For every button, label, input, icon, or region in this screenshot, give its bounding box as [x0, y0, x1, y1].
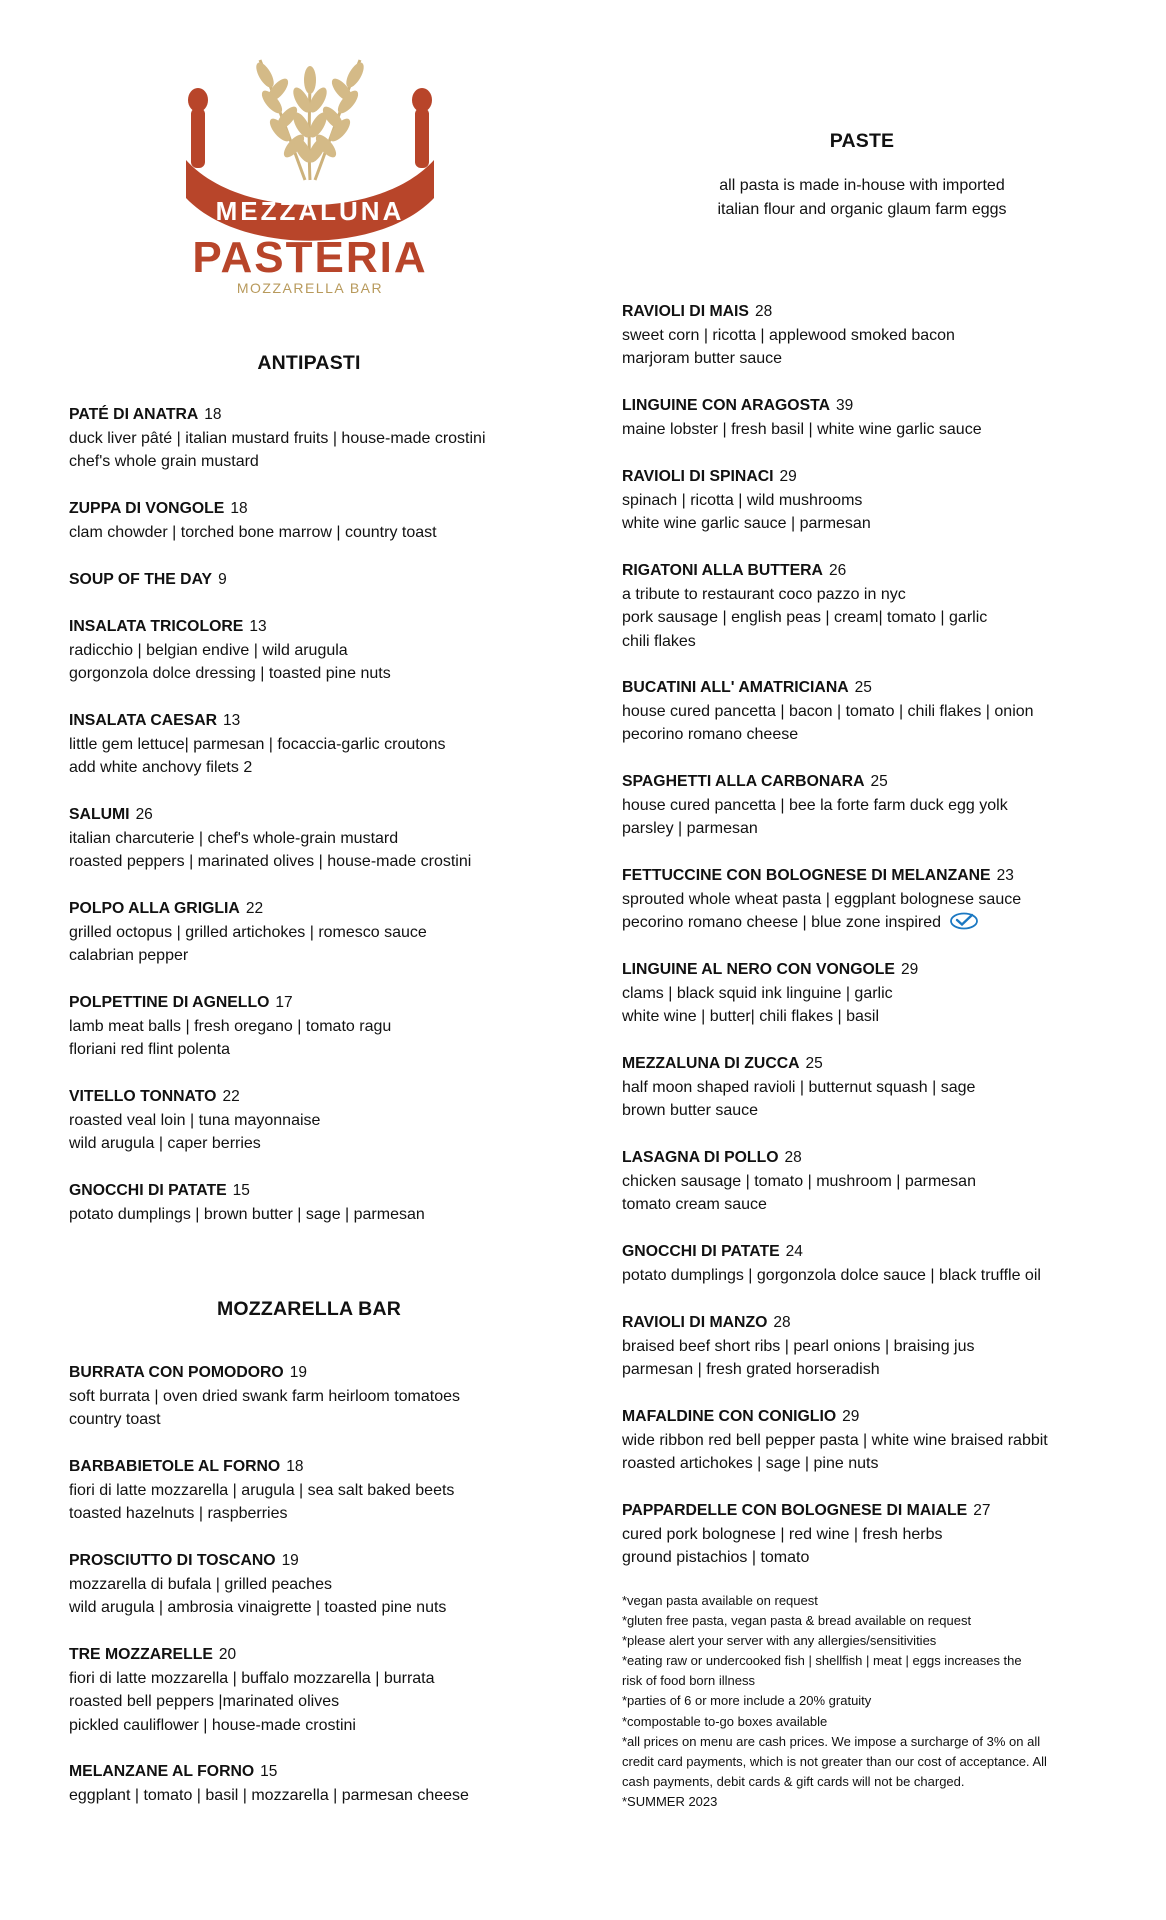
menu-item-description-text: chef's whole grain mustard — [69, 453, 259, 470]
menu-item-name: PROSCIUTTO DI TOSCANO — [69, 1552, 276, 1569]
menu-item-description-text: sweet corn | ricotta | applewood smoked bacon — [622, 326, 955, 344]
logo-line3: MOZZARELLA BAR — [236, 280, 384, 296]
menu-item-description — [69, 850, 471, 874]
menu-item-header — [69, 1361, 460, 1385]
footnotes — [622, 1591, 1122, 1812]
menu-item-description — [622, 1546, 990, 1570]
menu-item-price: 24 — [785, 1243, 803, 1260]
footnote-line: *vegan pasta available on request — [622, 1593, 818, 1608]
menu-item-description — [622, 817, 1008, 841]
menu-item-description-text: a tribute to restaurant coco pazzo in nyc — [622, 585, 906, 603]
menu-item-description — [622, 630, 987, 654]
menu-item-description-text: chili flakes — [622, 632, 696, 650]
menu-item-price: 22 — [222, 1088, 240, 1105]
menu-item-description — [69, 1109, 320, 1133]
menu-item-description — [622, 1429, 1048, 1453]
footnote-line: *parties of 6 or more include a 20% gratuity — [622, 1693, 872, 1709]
menu-item-tre-mozzarelle — [69, 1643, 435, 1737]
menu-item-description — [622, 606, 987, 630]
menu-item-polpo-alla-griglia — [69, 897, 427, 968]
menu-item-name: LINGUINE AL NERO CON VONGOLE — [622, 961, 895, 978]
menu-item-zuppa-di-vongole — [69, 497, 437, 544]
menu-item-description — [622, 1076, 975, 1100]
menu-item-description — [622, 911, 1021, 935]
menu-item-description — [622, 418, 982, 442]
menu-item-header — [622, 958, 918, 982]
menu-item-description-text: white wine garlic sauce | parmesan — [622, 515, 871, 532]
menu-item-description — [69, 1479, 454, 1503]
menu-item-description — [69, 1596, 446, 1620]
menu-item-description-text: gorgonzola dolce dressing | toasted pine nuts — [69, 665, 391, 682]
mozzarella-bar-title: MOZZARELLA BAR — [216, 1298, 402, 1320]
menu-item-description — [622, 489, 871, 513]
menu-item-description — [622, 1264, 1041, 1288]
menu-item-description — [622, 347, 955, 371]
menu-item-price: 25 — [805, 1055, 823, 1072]
menu-item-header — [622, 1311, 975, 1335]
menu-item-header — [69, 1455, 454, 1479]
menu-item-description-text: cured pork bolognese | red wine | fresh herbs — [622, 1525, 943, 1543]
paste-intro — [622, 174, 1102, 222]
menu-item-name: SALUMI — [69, 806, 130, 823]
menu-item-header — [622, 394, 982, 418]
logo-graphic — [180, 50, 440, 300]
menu-item-linguine-con-aragosta — [622, 394, 982, 441]
menu-item-description — [69, 1015, 391, 1039]
menu-item-mezzaluna-di-zucca — [622, 1052, 975, 1123]
footnote-line: *compostable to-go boxes available — [622, 1713, 828, 1729]
menu-item-description — [622, 1099, 975, 1123]
footnote-line: cash payments, debit cards & gift cards will not be charged. — [622, 1773, 965, 1789]
menu-item-name: MEZZALUNA DI ZUCCA — [622, 1055, 800, 1072]
menu-item-description — [69, 521, 437, 545]
footnote-line: *eating raw or undercooked fish | shellfish | meat | eggs increases the — [622, 1653, 1022, 1669]
menu-item-name: INSALATA CAESAR — [69, 712, 218, 729]
menu-item-description-text: little gem lettuce| parmesan | focaccia-garlic croutons — [69, 735, 446, 753]
menu-item-description — [622, 1335, 975, 1359]
menu-item-price: 26 — [135, 806, 153, 823]
menu-item-price: 15 — [260, 1763, 278, 1780]
menu-item-description — [69, 662, 391, 686]
menu-item-description-text: maine lobster | fresh basil | white wine garlic sauce — [622, 420, 982, 438]
menu-item-description — [69, 1502, 454, 1526]
menu-item-description — [622, 1452, 1048, 1476]
menu-item-header — [622, 1240, 1041, 1264]
wheat-icon — [253, 60, 367, 180]
menu-item-description-text: brown butter sauce — [622, 1102, 759, 1119]
menu-item-price: 39 — [836, 397, 854, 414]
menu-item-description — [69, 1203, 425, 1227]
menu-item-header — [69, 615, 391, 639]
footnote-line: *SUMMER 2023 — [622, 1793, 718, 1809]
menu-item-insalata-caesar — [69, 709, 445, 780]
menu-item-price: 13 — [249, 618, 267, 635]
menu-item-price: 23 — [996, 867, 1014, 884]
menu-item-price: 20 — [218, 1646, 237, 1663]
menu-item-description-text: pickled cauliflower | house-made crostini — [69, 1716, 356, 1734]
menu-item-header — [622, 465, 871, 489]
menu-item-price: 25 — [854, 679, 872, 696]
menu-item-description — [622, 1005, 918, 1029]
menu-item-name: LINGUINE CON ARAGOSTA — [622, 397, 830, 414]
menu-item-barbabietole-al-forno — [69, 1455, 454, 1526]
menu-item-ravioli-di-spinaci — [622, 465, 871, 536]
menu-item-name: RAVIOLI DI MANZO — [622, 1314, 768, 1331]
menu-item-description — [622, 794, 1008, 818]
menu-item-description — [69, 1038, 391, 1062]
antipasti-title: ANTIPASTI — [257, 352, 361, 374]
menu-item-header — [622, 770, 1008, 794]
menu-item-description-text: spinach | ricotta | wild mushrooms — [622, 491, 863, 509]
menu-item-description-text: potato dumplings | brown butter | sage | parmesan — [69, 1205, 425, 1223]
menu-item-header — [69, 497, 437, 521]
logo-line2: PASTERIA — [192, 233, 428, 282]
menu-item-description — [69, 944, 427, 968]
menu-item-ravioli-di-mais — [622, 300, 955, 371]
menu-item-description — [69, 1385, 460, 1409]
menu-item-vitello-tonnato — [69, 1085, 320, 1156]
menu-item-description — [69, 450, 486, 474]
menu-item-description — [622, 1170, 976, 1194]
menu-item-description — [622, 583, 987, 607]
menu-item-header — [622, 559, 987, 583]
menu-item-description-text: parsley | parmesan — [622, 820, 758, 837]
menu-item-header — [69, 403, 486, 427]
menu-item-header — [622, 300, 955, 324]
menu-item-description — [69, 1573, 446, 1597]
menu-item-name: BURRATA CON POMODORO — [69, 1364, 284, 1381]
menu-item-description-text: fiori di latte mozzarella | buffalo mozzarella | burrata — [69, 1669, 435, 1687]
menu-item-description — [69, 733, 445, 757]
menu-item-price: 18 — [286, 1458, 304, 1475]
menu-item-description-text: house cured pancetta | bee la forte farm duck egg yolk — [622, 796, 1008, 814]
menu-item-description-text: sprouted whole wheat pasta | eggplant bolognese sauce — [622, 890, 1022, 908]
menu-item-name: RAVIOLI DI SPINACI — [622, 468, 774, 485]
menu-item-pappardelle-con-bolognese-di-maiale — [622, 1499, 990, 1570]
menu-item-salumi — [69, 803, 471, 874]
menu-item-description-text: italian charcuterie | chef's whole-grain mustard — [69, 829, 399, 847]
menu-item-description-text: roasted bell peppers |marinated olives — [69, 1693, 340, 1710]
menu-item-header — [69, 897, 427, 921]
menu-item-name: ZUPPA DI VONGOLE — [69, 500, 225, 517]
menu-item-name: GNOCCHI DI PATATE — [622, 1243, 780, 1260]
menu-item-header — [69, 1549, 446, 1573]
menu-item-name: TRE MOZZARELLE — [69, 1646, 213, 1663]
menu-item-description — [622, 1358, 975, 1382]
menu-item-price: 19 — [281, 1552, 299, 1569]
menu-item-description-text: duck liver pâté | italian mustard fruits | house-made crostini — [69, 429, 486, 447]
menu-item-pate-di-anatra — [69, 403, 486, 474]
menu-item-description-text: add white anchovy filets 2 — [69, 759, 253, 776]
menu-item-header — [622, 1405, 1048, 1429]
menu-item-insalata-tricolore — [69, 615, 391, 686]
menu-item-gnocchi-di-patate — [69, 1179, 425, 1226]
menu-item-price: 18 — [230, 500, 248, 517]
menu-item-price: 28 — [754, 303, 773, 320]
menu-item-description-text: wild arugula | ambrosia vinaigrette | toasted pine nuts — [69, 1599, 447, 1616]
menu-item-melanzane-al-forno — [69, 1760, 469, 1807]
menu-item-ravioli-di-manzo — [622, 1311, 975, 1382]
menu-item-header — [622, 1052, 975, 1076]
footnote-line: *please alert your server with any allergies/sensitivities — [622, 1633, 937, 1649]
menu-item-name: POLPO ALLA GRIGLIA — [69, 900, 240, 917]
menu-item-name: LASAGNA DI POLLO — [622, 1149, 779, 1166]
menu-item-description — [622, 512, 871, 536]
menu-item-header — [622, 1499, 990, 1523]
menu-item-description-text: braised beef short ribs | pearl onions | braising jus — [622, 1337, 975, 1355]
paste-intro-line: italian flour and organic glaum farm eggs — [717, 201, 1007, 218]
menu-item-description-text: roasted veal loin | tuna mayonnaise — [69, 1111, 321, 1129]
menu-item-name: RAVIOLI DI MAIS — [622, 303, 749, 320]
menu-item-header — [69, 1643, 435, 1667]
menu-item-description-text: fiori di latte mozzarella | arugula | sea salt baked beets — [69, 1481, 455, 1499]
menu-item-price: 19 — [289, 1364, 307, 1381]
menu-item-description — [69, 1690, 435, 1714]
menu-item-lasagna-di-pollo — [622, 1146, 976, 1217]
menu-item-description-text: pecorino romano cheese — [622, 726, 799, 743]
menu-item-price: 9 — [218, 571, 227, 588]
menu-item-prosciutto-di-toscano — [69, 1549, 446, 1620]
restaurant-logo — [180, 50, 440, 300]
menu-item-description-text: roasted peppers | marinated olives | house-made crostini — [69, 853, 472, 870]
menu-item-description — [69, 1408, 460, 1432]
menu-item-name: INSALATA TRICOLORE — [69, 618, 244, 635]
menu-item-burrata-con-pomodoro — [69, 1361, 460, 1432]
menu-item-name: MELANZANE AL FORNO — [69, 1763, 255, 1780]
menu-item-description — [69, 1714, 435, 1738]
menu-item-description-text: pork sausage | english peas | cream| tomato | garlic — [622, 609, 988, 626]
menu-item-description-text: calabrian pepper — [69, 947, 189, 964]
menu-item-name: VITELLO TONNATO — [69, 1088, 217, 1105]
menu-item-description — [622, 1193, 976, 1217]
menu-item-name: PATÉ DI ANATRA — [69, 406, 199, 423]
menu-item-description — [69, 921, 427, 945]
menu-item-description-text: pecorino romano cheese | blue zone inspired — [622, 914, 942, 931]
menu-item-description-text: toasted hazelnuts | raspberries — [69, 1505, 288, 1522]
menu-item-description — [622, 723, 1034, 747]
menu-item-description-text: white wine | butter| chili flakes | basil — [622, 1008, 880, 1025]
menu-item-header — [69, 803, 471, 827]
menu-item-price: 17 — [275, 994, 293, 1011]
menu-item-description — [69, 756, 445, 780]
menu-item-description-text: clams | black squid ink linguine | garlic — [622, 984, 893, 1002]
menu-item-description-text: floriani red flint polenta — [69, 1041, 230, 1058]
menu-item-bucatini-all-amatriciana — [622, 676, 1034, 747]
menu-item-rigatoni-alla-buttera — [622, 559, 987, 653]
menu-item-description — [69, 1667, 435, 1691]
menu-item-name: MAFALDINE CON CONIGLIO — [622, 1408, 837, 1425]
menu-item-name: BARBABIETOLE AL FORNO — [69, 1458, 281, 1475]
menu-item-description-text: eggplant | tomato | basil | mozzarella | parmesan cheese — [69, 1786, 469, 1804]
menu-item-description-text: marjoram butter sauce — [622, 350, 783, 367]
paste-title: PASTE — [829, 130, 895, 152]
menu-item-price: 29 — [779, 468, 797, 485]
menu-item-name: SPAGHETTI ALLA CARBONARA — [622, 773, 865, 790]
menu-item-name: BUCATINI ALL' AMATRICIANA — [622, 679, 849, 696]
menu-item-name: RIGATONI ALLA BUTTERA — [622, 562, 823, 579]
menu-item-description-text: wild arugula | caper berries — [69, 1135, 261, 1152]
footnote-line: credit card payments, which is not greater than our cost of acceptance. All — [622, 1753, 1047, 1769]
menu-item-description — [69, 1784, 469, 1808]
menu-item-header — [69, 1085, 320, 1109]
blue-zone-check-icon — [949, 912, 979, 930]
menu-item-price: 28 — [773, 1314, 791, 1331]
menu-item-description — [622, 700, 1034, 724]
menu-item-description — [622, 982, 918, 1006]
menu-item-description-text: radicchio | belgian endive | wild arugula — [69, 641, 348, 659]
menu-item-name: PAPPARDELLE CON BOLOGNESE DI MAIALE — [622, 1502, 968, 1519]
menu-item-mafaldine-con-coniglio — [622, 1405, 1048, 1476]
menu-item-header — [69, 568, 227, 592]
menu-item-header — [622, 864, 1021, 888]
menu-item-price: 25 — [870, 773, 888, 790]
menu-item-description-text: wide ribbon red bell pepper pasta | white wine braised rabbit — [622, 1431, 1048, 1449]
menu-item-header — [69, 1179, 425, 1203]
menu-item-name: POLPETTINE DI AGNELLO — [69, 994, 270, 1011]
menu-item-fettuccine-con-bolognese-di-melanzane — [622, 864, 1021, 935]
menu-item-price: 13 — [223, 712, 241, 729]
menu-item-gnocchi-di-patate — [622, 1240, 1041, 1287]
menu-item-description — [69, 1132, 320, 1156]
menu-item-header — [69, 991, 391, 1015]
menu-item-description-text: potato dumplings | gorgonzola dolce sauce | black truffle oil — [622, 1266, 1041, 1284]
menu-item-description — [622, 1523, 990, 1547]
menu-item-price: 29 — [900, 961, 919, 978]
menu-item-description — [69, 639, 391, 663]
menu-item-description-text: chicken sausage | tomato | mushroom | parmesan — [622, 1172, 976, 1190]
menu-item-description — [622, 888, 1021, 912]
menu-item-description-text: half moon shaped ravioli | butternut squash | sage — [622, 1078, 976, 1096]
menu-item-spaghetti-alla-carbonara — [622, 770, 1008, 841]
menu-item-header — [622, 1146, 976, 1170]
footnote-line: risk of food born illness — [622, 1673, 755, 1689]
menu-item-price: 26 — [828, 562, 847, 579]
menu-item-description-text: parmesan | fresh grated horseradish — [622, 1361, 880, 1378]
menu-item-soup-of-the-day — [69, 568, 227, 592]
menu-item-description — [69, 827, 471, 851]
menu-item-description-text: clam chowder | torched bone marrow | country toast — [69, 523, 437, 541]
menu-item-price: 15 — [232, 1182, 250, 1199]
menu-item-description-text: roasted artichokes | sage | pine nuts — [622, 1455, 879, 1472]
menu-item-header — [69, 1760, 469, 1784]
menu-item-polpettine-di-agnello — [69, 991, 391, 1062]
menu-item-description-text: soft burrata | oven dried swank farm heirloom tomatoes — [69, 1387, 460, 1405]
footnote-line: *all prices on menu are cash prices. We impose a surcharge of 3% on all — [622, 1733, 1041, 1749]
menu-item-description-text: lamb meat balls | fresh oregano | tomato ragu — [69, 1017, 392, 1035]
logo-line1: MEZZALUNA — [215, 196, 405, 226]
menu-item-description-text: grilled octopus | grilled artichokes | romesco sauce — [69, 923, 427, 941]
menu-item-price: 29 — [842, 1408, 860, 1425]
menu-item-description-text: ground pistachios | tomato — [622, 1549, 810, 1566]
menu-item-header — [622, 676, 1034, 700]
menu-item-description-text: mozzarella di bufala | grilled peaches — [69, 1575, 332, 1593]
menu-item-description-text: country toast — [69, 1411, 161, 1428]
menu-item-price: 27 — [973, 1502, 991, 1519]
menu-item-description — [69, 427, 486, 451]
menu-item-header — [69, 709, 445, 733]
menu-item-description — [622, 324, 955, 348]
menu-item-price: 18 — [204, 406, 222, 423]
footnote-line: *gluten free pasta, vegan pasta & bread available on request — [622, 1613, 972, 1629]
menu-item-price: 28 — [784, 1149, 802, 1166]
menu-item-description-text: house cured pancetta | bacon | tomato | chili flakes | onion — [622, 702, 1034, 720]
menu-item-name: SOUP OF THE DAY — [69, 571, 213, 588]
menu-item-linguine-al-nero-con-vongole — [622, 958, 918, 1029]
menu-item-name: GNOCCHI DI PATATE — [69, 1182, 227, 1199]
menu-item-description-text: tomato cream sauce — [622, 1196, 767, 1213]
menu-item-name: FETTUCCINE CON BOLOGNESE DI MELANZANE — [622, 867, 991, 884]
menu-item-price: 22 — [245, 900, 264, 917]
paste-intro-line: all pasta is made in-house with imported — [719, 177, 1005, 194]
